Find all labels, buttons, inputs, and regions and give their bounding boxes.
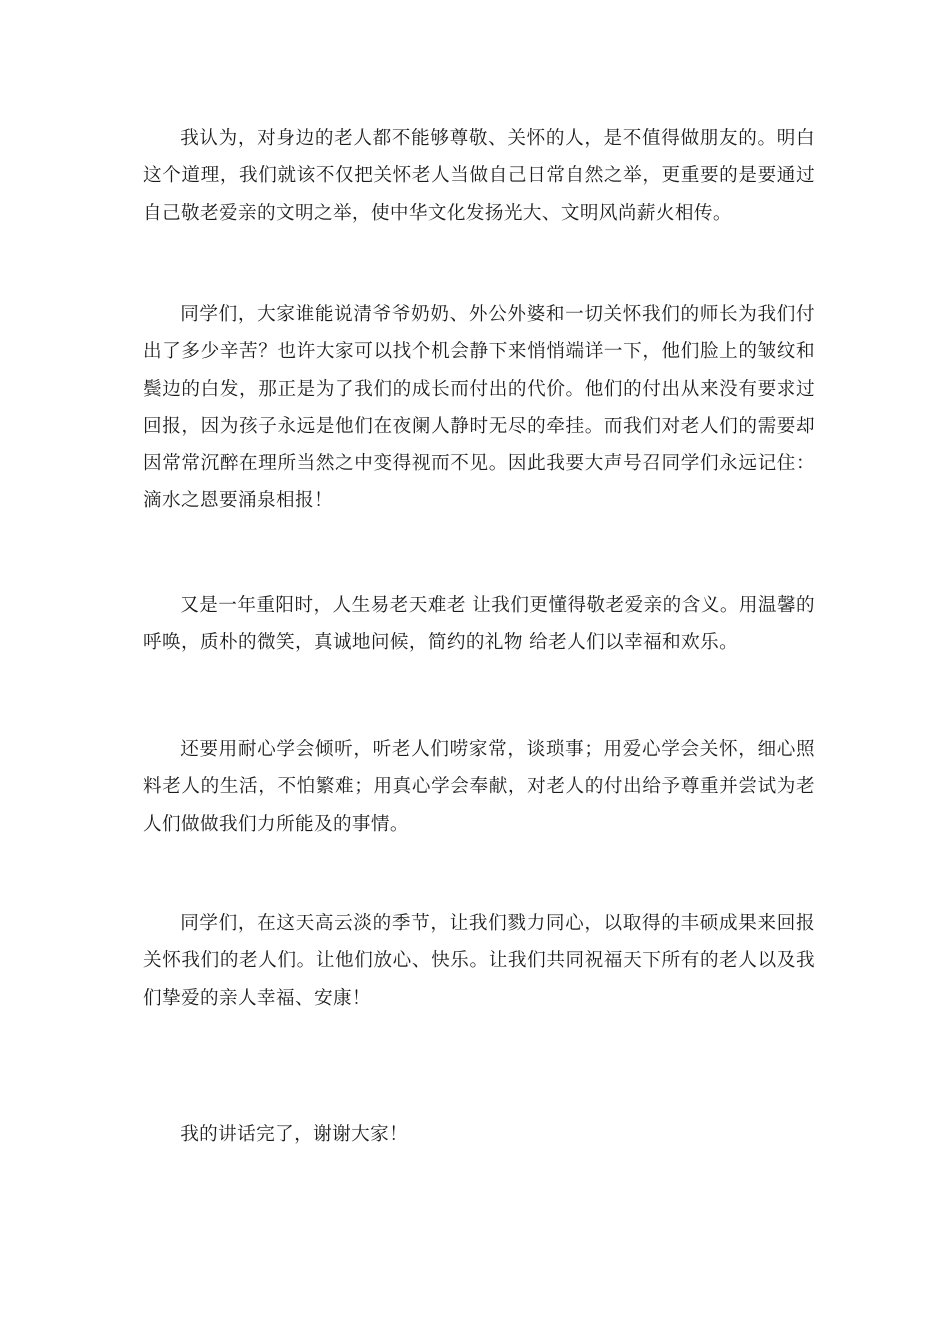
paragraph-double-ninth: 又是一年重阳时，人生易老天难老 让我们更懂得敬老爱亲的含义。用温馨的呼唤，质朴的微笑，真诚地问候，简约的礼物 给老人们以幸福和欢乐。 <box>143 595 815 654</box>
paragraph-closing: 我的讲话完了，谢谢大家！ <box>180 1124 409 1145</box>
paragraph-grandparents-sacrifice: 同学们，大家谁能说清爷爷奶奶、外公外婆和一切关怀我们的师长为我们付出了多少辛苦？也许大家可以找个机会静下来悄悄端详一下，他们脸上的皱纹和鬓边的白发，那正是为了我们的成长而付出的代价。他们的付出从来没有要求过回报，因为孩子永远是他们在夜阑人静时无尽的牵挂。而我们对老人们的需要却因常常沉醉在理所当然之中变得视而不见。因此我要大声号召同学们永远记住：滴水之恩要涌泉相报！ <box>143 304 815 512</box>
paragraph-patience-care: 还要用耐心学会倾听，听老人们唠家常，谈琐事；用爱心学会关怀，细心照料老人的生活，不怕繁难；用真心学会奉献，对老人的付出给予尊重并尝试为老人们做做我们力所能及的事情。 <box>143 739 815 835</box>
paragraph-respect-elders: 我认为，对身边的老人都不能够尊敬、关怀的人，是不值得做朋友的。明白这个道理，我们就该不仅把关怀老人当做自己日常自然之举，更重要的是要通过自己敬老爱亲的文明之举，使中华文化发扬光大、文明风尚薪火相传。 <box>143 128 815 224</box>
paragraph-blessing: 同学们，在这天高云淡的季节，让我们戮力同心，以取得的丰硕成果来回报关怀我们的老人们。让他们放心、快乐。让我们共同祝福天下所有的老人以及我们挚爱的亲人幸福、安康！ <box>143 913 815 1009</box>
